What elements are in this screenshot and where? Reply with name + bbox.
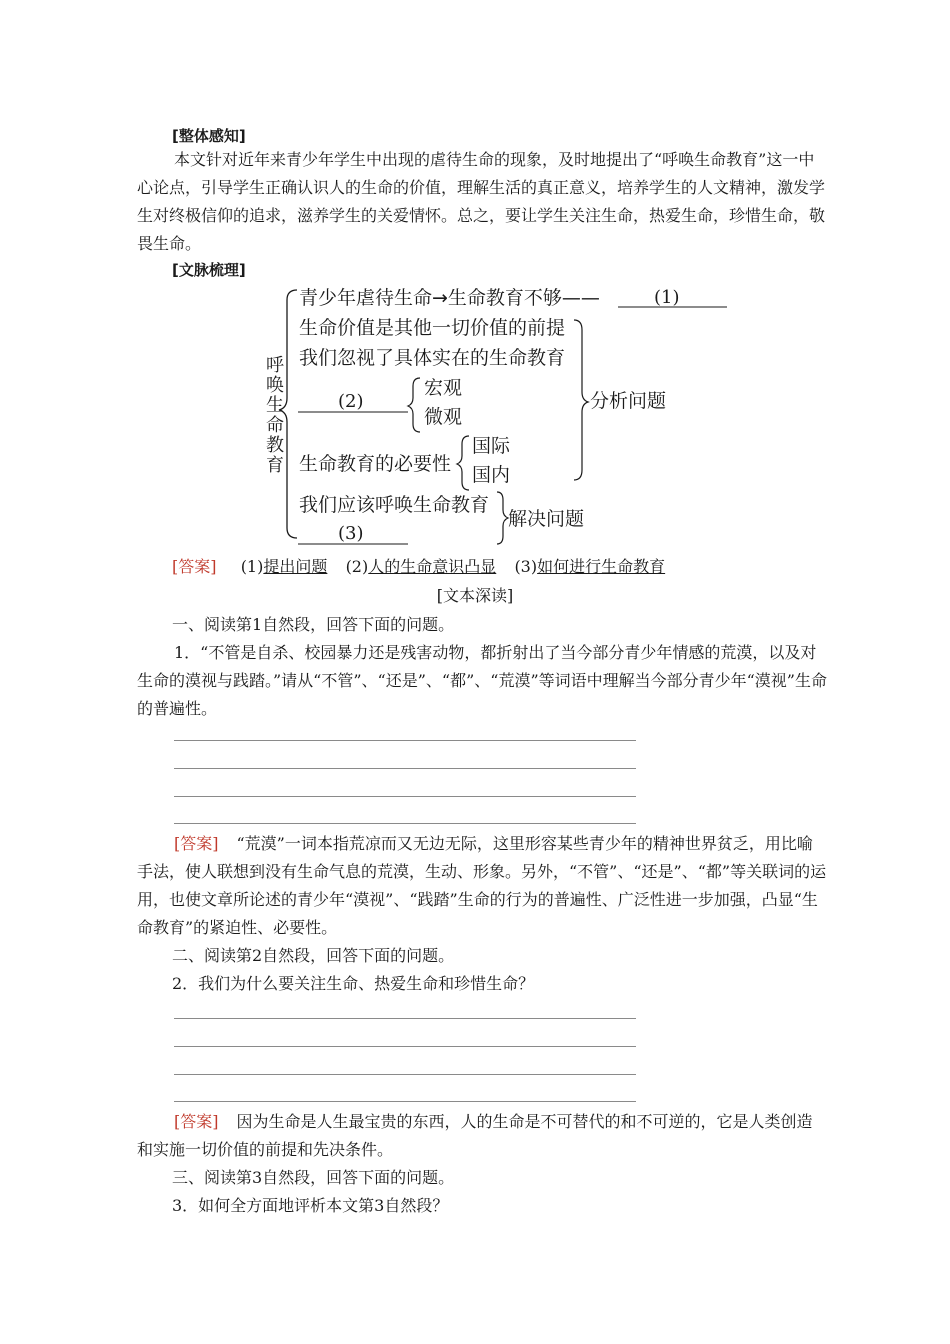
solve-brace (497, 492, 508, 544)
sec1-answer-tag: [答案] (174, 834, 219, 853)
answer-line (174, 1046, 636, 1047)
blank3-label: (3) (338, 523, 364, 544)
answer1-n2: (2) (345, 557, 369, 576)
sec2-answer-text: 因为生命是人生最宝贵的东西，人的生命是不可替代的和不可逆的，它是人类创造和实施一切价值的前提和先决条件。 (137, 1112, 813, 1159)
answer-line (174, 823, 636, 824)
answer-line (174, 1101, 636, 1102)
root-label: 呼唤生命教育 (266, 355, 284, 476)
macro-micro-brace (408, 378, 420, 432)
intl-label: 国际 (472, 435, 511, 457)
answer1-line (172, 553, 665, 581)
row1: 青少年虐待生命→生命教育不够—— (299, 287, 600, 309)
answer1-a2: 人的生命意识凸显 (368, 557, 497, 576)
answer-line (174, 740, 636, 741)
sec2-answer (137, 1108, 827, 1164)
answer-line (174, 768, 636, 769)
overall-text: 本文针对近年来青少年学生中出现的虐待生命的现象，及时地提出了“呼唤生命教育”这一中心论点，引导学生正确认识人的生命的价值，理解生活的真正意义，培养学生的人文精神，激发学生对终极信仰的追求，滋养学生的关爱情怀。总之，要让学生关注生命，热爱生命，珍惜生命，敬畏生命。 (137, 150, 826, 253)
domestic-label: 国内 (472, 464, 511, 486)
row6: 我们应该呼唤生命教育 (299, 494, 490, 516)
micro-label: 微观 (424, 406, 463, 428)
answer1-a1: 提出问题 (263, 557, 328, 576)
analyze-label: 分析问题 (590, 390, 667, 412)
sec3-title: 三、阅读第3自然段，回答下面的问题。 (172, 1168, 455, 1187)
sec2-question: 2．我们为什么要关注生命、热爱生命和珍惜生命？ (172, 974, 535, 993)
sec2-title: 二、阅读第2自然段，回答下面的问题。 (172, 946, 455, 965)
answer1-a3: 如何进行生命教育 (537, 557, 666, 576)
answer1-n3: (3) (514, 557, 538, 576)
answer1-n1: (1) (240, 557, 264, 576)
structure-heading: [文脉梳理] (172, 261, 246, 279)
answer1-tag: [答案] (172, 557, 217, 576)
sec1-answer (137, 830, 827, 942)
sec1-answer-text: “荒漠”一词本指荒凉而又无边无际，这里形容某些青少年的精神世界贫乏，用比喻手法，使人联想到没有生命气息的荒漠，生动、形象。另外，“不管”、“还是”、“都”等关联词的运用，也使文章所论述的青少年“漠视”、“践踏”生命的行为的普遍性、广泛性进一步加强，凸显“生命教育”的紧迫性、必要性。 (137, 834, 827, 937)
deep-reading-heading: [文本深读] (436, 586, 514, 605)
solve-label: 解决问题 (508, 508, 585, 530)
blank2-label: (2) (338, 391, 364, 412)
answer-line (174, 1074, 636, 1075)
answer-line (174, 1018, 636, 1019)
row2: 生命价值是其他一切价值的前提 (299, 317, 566, 339)
overall-heading: [整体感知] (172, 127, 246, 145)
analyze-brace (574, 320, 588, 480)
blank1-label: (1) (654, 287, 680, 308)
sec1-title: 一、阅读第1自然段，回答下面的问题。 (172, 615, 455, 634)
row3: 我们忽视了具体实在的生命教育 (299, 347, 566, 369)
sec2-answer-tag: [答案] (174, 1112, 219, 1131)
sec1-question: 1．“不管是自杀、校园暴力还是残害动物，都折射出了当今部分青少年情感的荒漠，以及对生命的漠视与践踏。”请从“不管”、“还是”、“都”、“荒漠”等词语中理解当今部分青少年“漠视”生命的普遍性。 (137, 643, 827, 718)
row5: 生命教育的必要性 (299, 453, 452, 475)
necessity-brace (457, 436, 469, 490)
macro-label: 宏观 (424, 377, 463, 399)
answer-line (174, 796, 636, 797)
sec3-question: 3．如何全方面地评析本文第3自然段？ (172, 1196, 449, 1215)
